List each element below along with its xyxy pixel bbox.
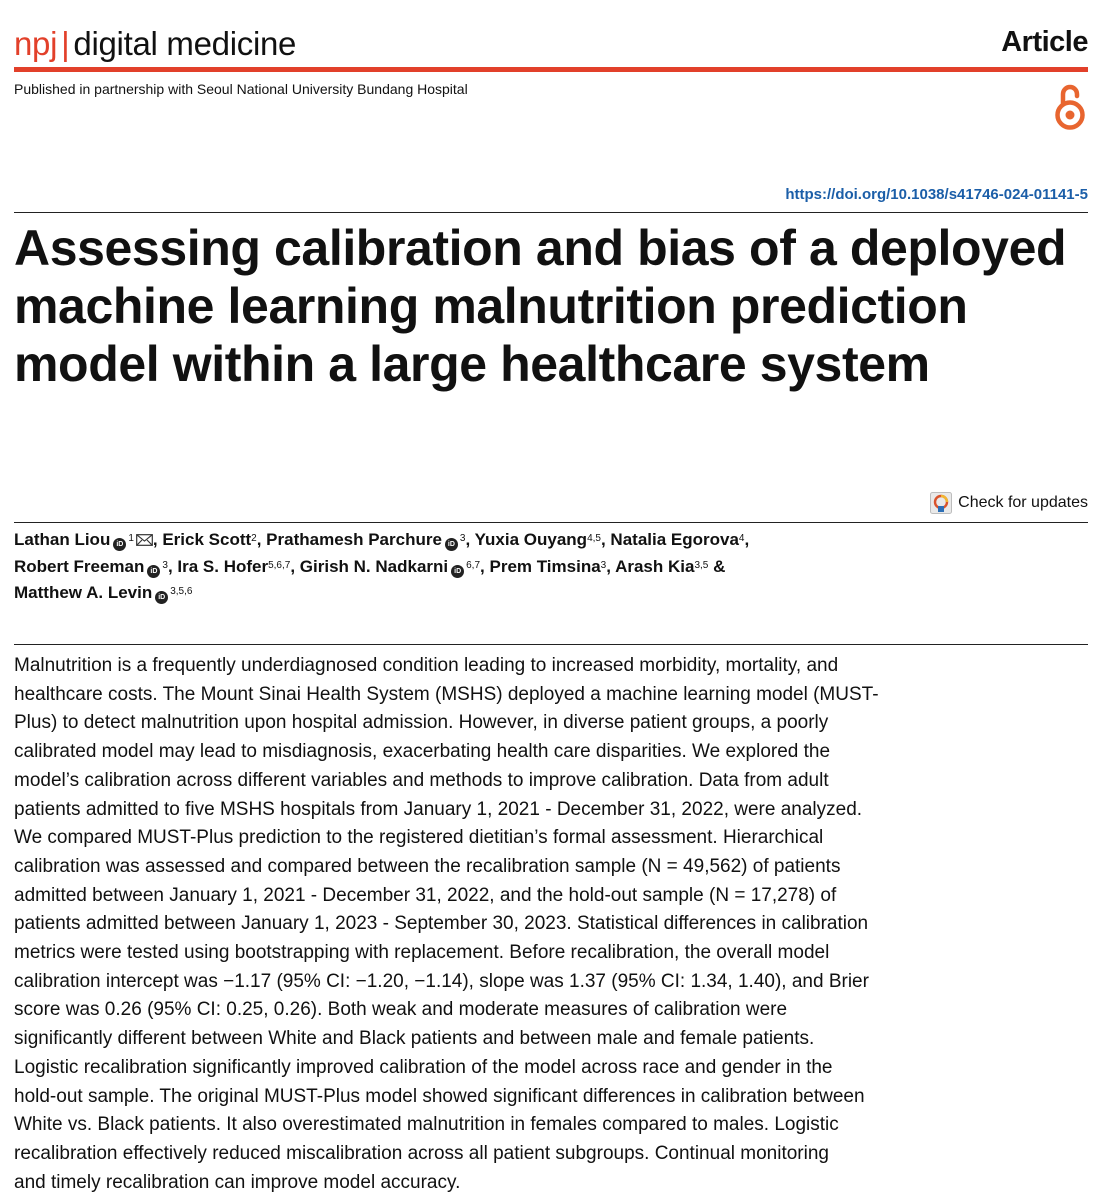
- check-for-updates-button[interactable]: [930, 492, 1088, 514]
- author-name[interactable]: Girish N. Nadkarni: [299, 556, 449, 576]
- author-name[interactable]: Robert Freeman: [14, 556, 145, 576]
- author-name[interactable]: Matthew A. Levin: [14, 583, 153, 602]
- author-name[interactable]: Arash Kia: [615, 556, 695, 576]
- abstract: [14, 652, 934, 1197]
- abstract-line: We compared MUST-Plus prediction to the registered dietitian’s formal assessment. Hierarchical: [14, 827, 824, 849]
- abstract-line: hold-out sample. The original MUST-Plus model showed significant differences in calibration between: [14, 1085, 865, 1107]
- orcid-icon[interactable]: iD: [147, 565, 160, 578]
- author-separator: ,: [167, 556, 178, 576]
- author-affiliation: 3,5,6: [170, 586, 193, 597]
- author-separator: ,: [744, 530, 750, 549]
- author-name[interactable]: Natalia Egorova: [610, 530, 739, 549]
- abstract-top-rule: [14, 644, 1088, 645]
- orcid-icon[interactable]: iD: [451, 565, 464, 578]
- partnership-note: Published in partnership with Seoul National University Bundang Hospital: [14, 81, 468, 97]
- abstract-line: Logistic recalibration significantly improved calibration of the model across race and gender in the: [14, 1056, 833, 1078]
- author-affiliation: 4,5: [587, 533, 601, 544]
- author-affiliation: 3: [600, 559, 607, 571]
- orcid-icon[interactable]: iD: [445, 538, 458, 551]
- article-title: Assessing calibration and bias of a deployed machine learning malnutrition prediction model within a large healthcare system: [14, 220, 1067, 392]
- abstract-line: metrics were tested using bootstrapping with replacement. Before recalibration, the overall model: [14, 942, 830, 964]
- author-separator: ,: [256, 530, 267, 549]
- author-entry: [610, 530, 749, 549]
- author-entry: [162, 530, 266, 549]
- abstract-line: Malnutrition is a frequently underdiagnosed condition leading to increased morbidity, mortality, and: [14, 655, 839, 676]
- author-name[interactable]: Ira S. Hofer: [177, 556, 269, 576]
- orcid-icon[interactable]: iD: [155, 591, 168, 604]
- header-rule: [14, 67, 1088, 72]
- author-entry: [615, 557, 725, 576]
- abstract-line: score was 0.26 (95% CI: 0.25, 0.26). Both weak and moderate measures of calibration were: [14, 999, 788, 1021]
- author-entry: [14, 557, 177, 576]
- journal-title: digital medicine: [73, 25, 297, 62]
- author-affiliation: 6,7: [466, 559, 481, 571]
- email-icon[interactable]: [136, 534, 153, 546]
- abstract-line: Plus) to detect malnutrition upon hospital admission. However, in diverse patient groups, a poorly: [14, 712, 829, 734]
- author-entry: [14, 583, 192, 602]
- doi-rule: [14, 212, 1088, 213]
- abstract-line: recalibration effectively reduced miscalibration across all patient subgroups. Continual monitoring: [14, 1142, 829, 1164]
- orcid-icon[interactable]: iD: [113, 538, 126, 551]
- author-separator: ,: [606, 556, 616, 576]
- author-entry: [300, 557, 490, 576]
- check-updates-icon: [930, 492, 952, 514]
- author-name[interactable]: Lathan Liou: [14, 530, 111, 549]
- abstract-line: White vs. Black patients. It also overestimated malnutrition in females compared to males. Logistic: [14, 1114, 839, 1136]
- author-entry: [177, 557, 299, 576]
- abstract-line: patients admitted between January 1, 2023 - September 30, 2023. Statistical differences in calibration: [14, 913, 869, 935]
- author-affiliation: 2: [251, 533, 257, 544]
- check-updates-label: Check for updates: [958, 494, 1088, 511]
- author-separator: ,: [600, 530, 611, 549]
- abstract-line: calibration was assessed and compared between the recalibration sample (N = 49,562) of patients: [14, 855, 841, 877]
- author-affiliation: 5,6,7: [268, 559, 291, 571]
- author-affiliation: 3,5: [694, 559, 709, 571]
- author-separator: ,: [465, 530, 475, 549]
- abstract-line: calibrated model may lead to misdiagnosis, exacerbating health care disparities. We explored the: [14, 741, 831, 763]
- author-name[interactable]: Prathamesh Parchure: [266, 530, 442, 549]
- abstract-line: patients admitted to five MSHS hospitals from January 1, 2021 - December 31, 2022, were analyzed.: [14, 798, 863, 820]
- author-affiliation: 3: [459, 533, 466, 544]
- abstract-line: admitted between January 1, 2021 - December 31, 2022, and the hold-out sample (N = 17,278) of: [14, 884, 837, 906]
- author-entry: [475, 530, 611, 549]
- abstract-line: model’s calibration across different variables and methods to improve calibration. Data from adult: [14, 769, 829, 791]
- article-type: Article: [1001, 26, 1088, 58]
- author-entry: [489, 557, 615, 576]
- abstract-line: calibration intercept was −1.17 (95% CI: −1.20, −1.14), slope was 1.37 (95% CI: 1.34, 1.40), and Brier: [14, 970, 869, 992]
- author-entry: [266, 530, 474, 549]
- author-affiliation: 3: [162, 559, 168, 571]
- abstract-line: significantly different between White and Black patients and between male and female patients.: [14, 1028, 815, 1050]
- author-separator: ,: [290, 556, 300, 576]
- author-separator: ,: [152, 530, 163, 549]
- doi-link[interactable]: https://doi.org/10.1038/s41746-024-01141-5: [785, 186, 1088, 203]
- journal-npj: npj: [14, 25, 58, 62]
- author-name[interactable]: Erick Scott: [162, 530, 252, 549]
- author-separator: &: [708, 556, 726, 576]
- journal-separator: |: [61, 25, 70, 62]
- open-access-icon: [1053, 82, 1087, 132]
- journal-name: [14, 24, 296, 64]
- author-affiliation: 4: [738, 533, 745, 544]
- abstract-line: healthcare costs. The Mount Sinai Health System (MSHS) deployed a machine learning model (MUST-: [14, 683, 879, 705]
- author-name[interactable]: Prem Timsina: [489, 556, 601, 576]
- author-name[interactable]: Yuxia Ouyang: [474, 530, 588, 549]
- author-affiliation: 1: [128, 533, 134, 544]
- author-entry: [14, 530, 162, 549]
- authors-top-rule: [14, 522, 1088, 523]
- abstract-line: and timely recalibration can improve model accuracy.: [14, 1171, 461, 1193]
- author-list: [14, 527, 1014, 607]
- author-separator: ,: [480, 556, 490, 576]
